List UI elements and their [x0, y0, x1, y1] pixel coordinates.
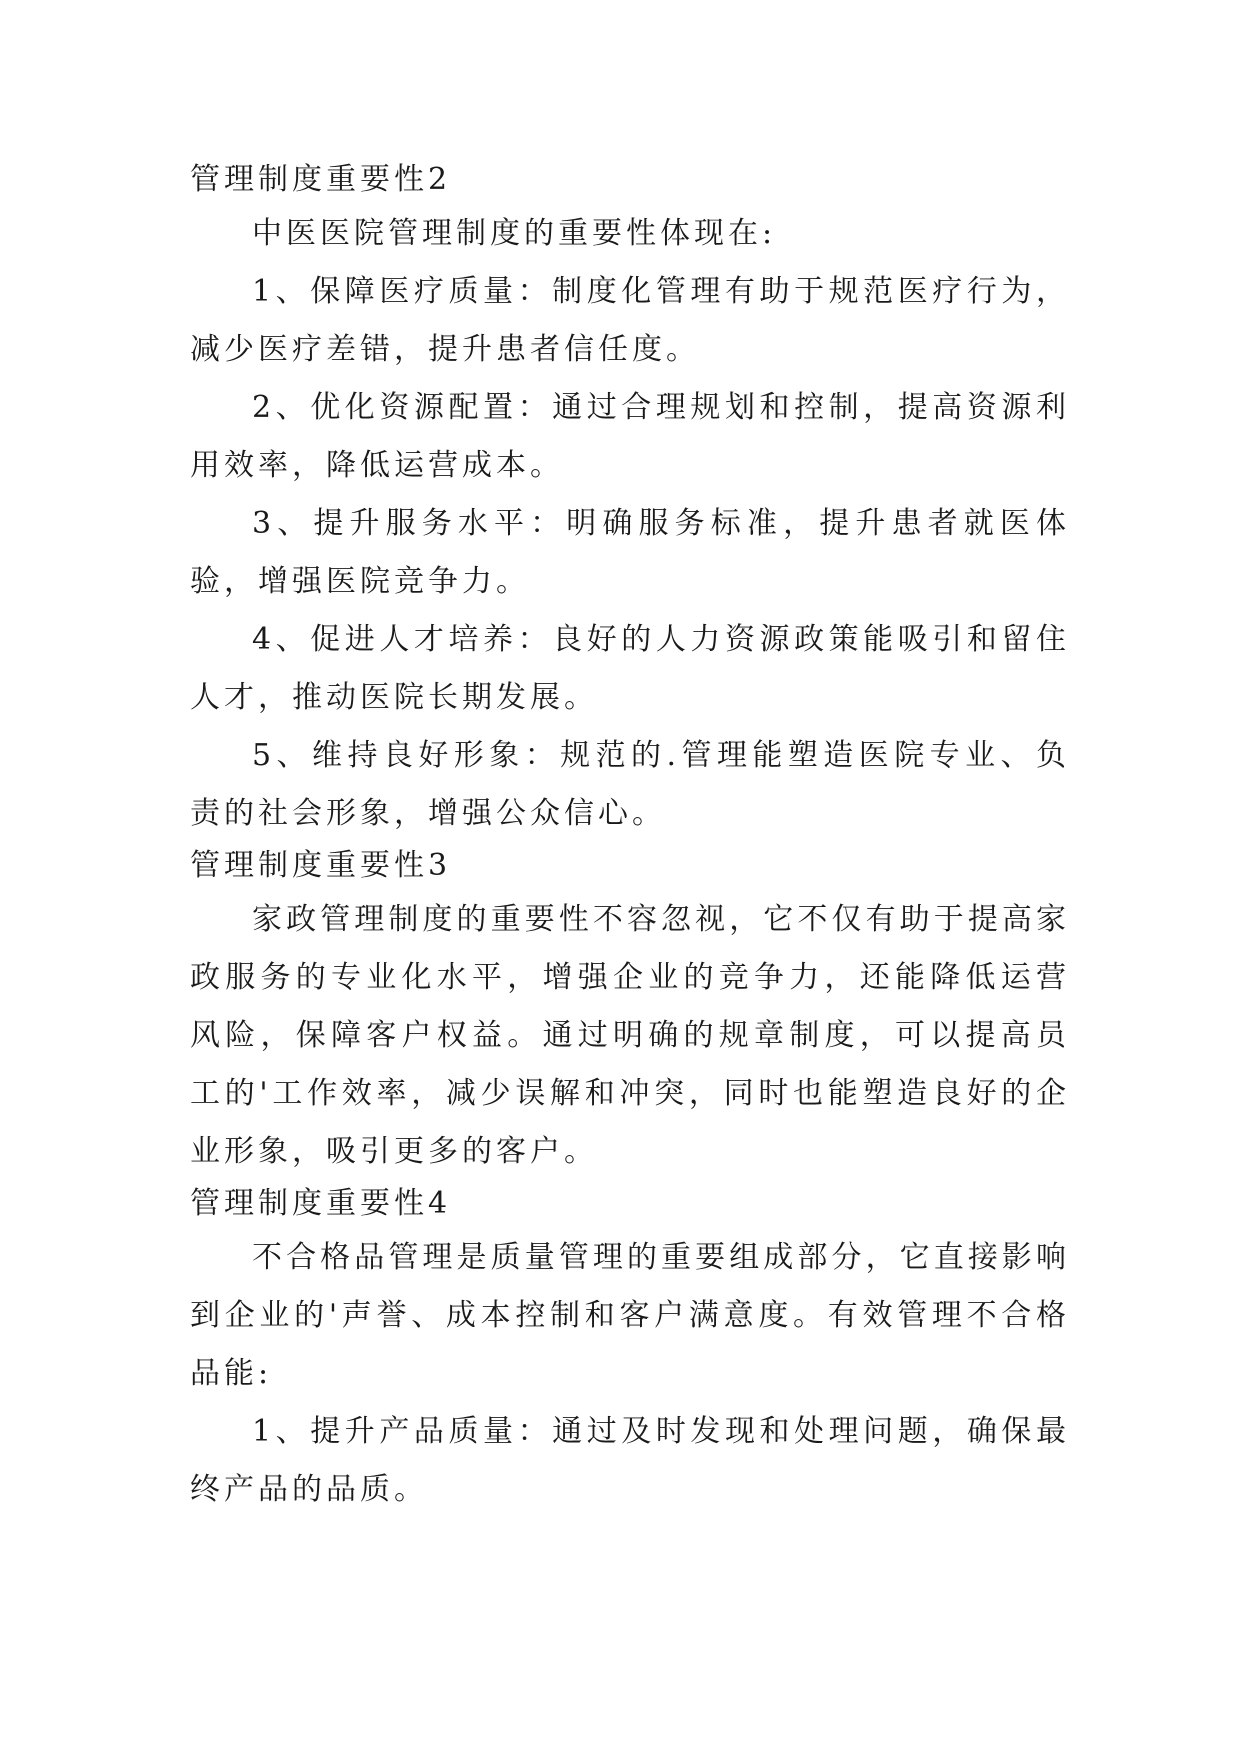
- section-heading: 管理制度重要性3: [190, 848, 452, 883]
- section-4: [190, 1179, 1070, 1519]
- paragraph: 1、提升产品质量：通过及时发现和处理问题，确保最终产品的品质。: [190, 1414, 1070, 1507]
- section-heading: 管理制度重要性2: [190, 162, 452, 197]
- paragraph: 不合格品管理是质量管理的重要组成部分，它直接影响到企业的'声誉、成本控制和客户满意度。有效管理不合格品能:: [190, 1240, 1070, 1391]
- document-page: [190, 155, 1070, 1517]
- paragraph: 家政管理制度的重要性不容忽视，它不仅有助于提高家政服务的专业化水平，增强企业的竞争力，还能降低运营风险，保障客户权益。通过明确的规章制度，可以提高员工的'工作效率，减少误解和冲突，同时也能塑造良好的企业形象，吸引更多的客户。: [190, 902, 1070, 1169]
- section-3: [190, 841, 1070, 1181]
- paragraph: 3、提升服务水平：明确服务标准，提升患者就医体验，增强医院竞争力。: [190, 506, 1070, 599]
- paragraph: 1、保障医疗质量：制度化管理有助于规范医疗行为，减少医疗差错，提升患者信任度。: [190, 274, 1070, 367]
- paragraph: 2、优化资源配置：通过合理规划和控制，提高资源利用效率，降低运营成本。: [190, 390, 1070, 483]
- paragraph: 中医医院管理制度的重要性体现在:: [252, 216, 777, 251]
- paragraph: 4、促进人才培养：良好的人力资源政策能吸引和留住人才，推动医院长期发展。: [190, 622, 1070, 715]
- paragraph: 5、维持良好形象：规范的.管理能塑造医院专业、负责的社会形象，增强公众信心。: [190, 738, 1070, 831]
- section-2: [190, 155, 1070, 843]
- section-heading: 管理制度重要性4: [190, 1186, 452, 1221]
